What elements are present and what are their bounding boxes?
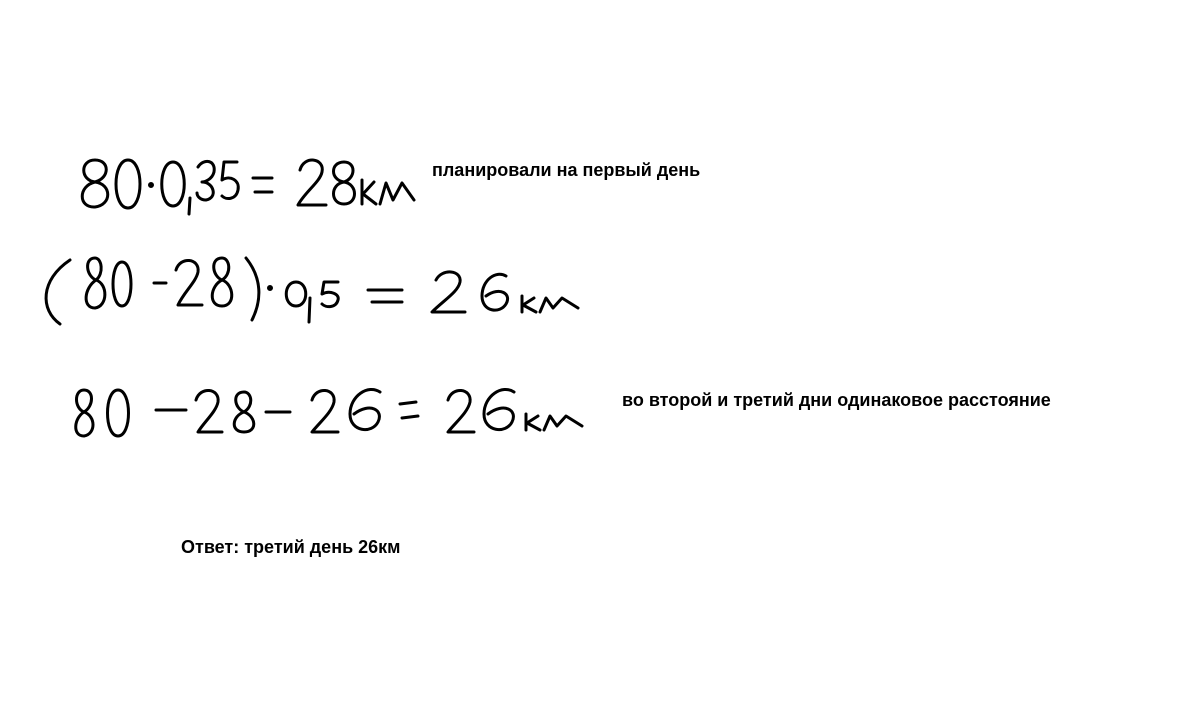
equation-1-note: планировали на первый день: [432, 160, 701, 180]
equation-1-handwriting: [82, 160, 414, 214]
equation-3-note: во второй и третий дни одинаковое расстояние: [622, 390, 1051, 410]
equation-3-handwriting: [76, 389, 582, 436]
equation-2-handwriting: [46, 258, 578, 324]
answer-text: Ответ: третий день 26км: [181, 537, 401, 557]
